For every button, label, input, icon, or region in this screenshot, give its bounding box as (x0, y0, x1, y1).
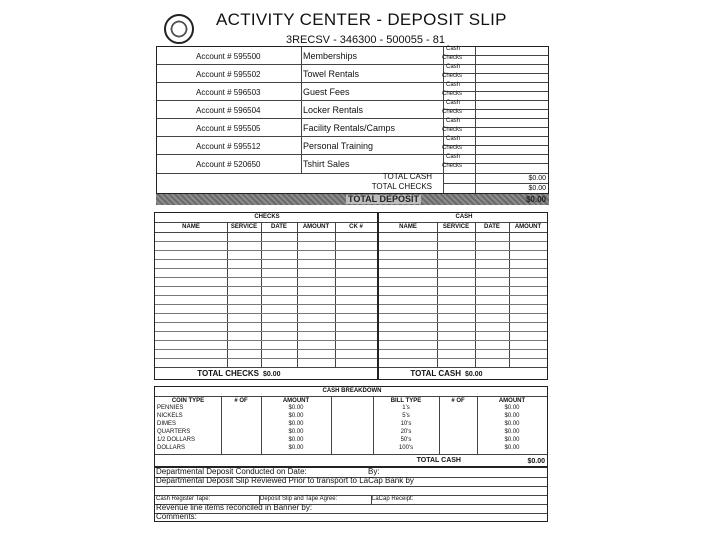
coin-amount-header: AMOUNT (282, 398, 310, 404)
table-row (379, 349, 547, 350)
bill-amount: $0.00 (504, 421, 520, 427)
table-row (155, 313, 377, 314)
cash-detail-table (378, 212, 548, 380)
checks-section-title: CHECKS (254, 214, 280, 220)
revenue-reconciled-label: Revenue line items reconciled in Banner by: (156, 503, 313, 512)
table-row (379, 295, 547, 296)
breakdown-total-label: TOTAL CASH (416, 457, 461, 464)
table-row (155, 340, 377, 341)
checks-label: Checks (442, 163, 463, 169)
university-seal-icon (164, 14, 194, 44)
cash-col-date: DATE (484, 224, 500, 230)
coin-amount: $0.00 (288, 413, 304, 419)
table-row (379, 340, 547, 341)
cash-label: Cash (446, 100, 461, 106)
bill-type: 5's (402, 413, 410, 419)
bill-type: 1's (402, 405, 410, 411)
table-row (379, 250, 547, 251)
account-number: Account # 520650 (196, 160, 261, 169)
bill-amount: $0.00 (504, 413, 520, 419)
table-row (379, 241, 547, 242)
account-name: Guest Fees (303, 87, 350, 97)
bill-amount-header: AMOUNT (498, 398, 526, 404)
cash-total-value: $0.00 (465, 371, 483, 378)
checks-label: Checks (442, 145, 463, 151)
account-number: Account # 595502 (196, 70, 261, 79)
table-row (379, 358, 547, 359)
cash-section-title: CASH (455, 214, 473, 220)
review-label: Departmental Deposit Slip Reviewed Prior to transport to LaCap Bank by (156, 476, 414, 485)
total-cash-value: $0.00 (528, 175, 546, 182)
checks-col-date: DATE (271, 224, 287, 230)
deposit-date-label: Departmental Deposit Conducted on Date: (156, 467, 307, 476)
coin-type-header: COIN TYPE (171, 398, 205, 404)
deposit-slip-page (150, 8, 550, 536)
table-row (155, 268, 377, 269)
coin-amount: $0.00 (288, 445, 304, 451)
checks-col-amount: AMOUNT (302, 224, 330, 230)
checks-col-service: SERVICE (230, 224, 258, 230)
coin-type: QUARTERS (157, 429, 191, 435)
coin-type: 1/2 DOLLARS (157, 437, 196, 443)
table-row (155, 358, 377, 359)
checks-label: Checks (442, 109, 463, 115)
bill-type: 20's (400, 429, 412, 435)
table-row (155, 304, 377, 305)
cash-col-amount: AMOUNT (514, 224, 542, 230)
bill-type: 10's (400, 421, 412, 427)
coin-count-header: # OF (234, 398, 248, 404)
coin-type: DIMES (157, 421, 177, 427)
coin-type: NICKELS (157, 413, 183, 419)
coin-amount: $0.00 (288, 421, 304, 427)
cash-label: Cash (446, 118, 461, 124)
total-deposit-label: TOTAL DEPOSIT (348, 194, 420, 204)
table-row (155, 331, 377, 332)
cash-label: Cash (446, 154, 461, 160)
cash-total-label: TOTAL CASH (410, 369, 461, 378)
comments-label: Comments: (156, 512, 197, 521)
bill-amount: $0.00 (504, 437, 520, 443)
checks-detail-table (154, 212, 378, 380)
cash-label: Cash (446, 136, 461, 142)
account-number: Account # 595505 (196, 124, 261, 133)
table-row (379, 259, 547, 260)
coin-amount: $0.00 (288, 405, 304, 411)
table-row (379, 313, 547, 314)
bill-type-header: BILL TYPE (390, 398, 422, 404)
account-number: Account # 595500 (196, 52, 261, 61)
total-cash-label: TOTAL CASH (382, 172, 432, 181)
account-number: Account # 596503 (196, 88, 261, 97)
cash-col-service: SERVICE (442, 224, 470, 230)
account-name: Tshirt Sales (303, 159, 350, 169)
account-code: 3RECSV - 346300 - 500055 - 81 (286, 34, 445, 46)
deposit-by-label: By: (368, 467, 380, 476)
total-checks-value: $0.00 (528, 185, 546, 192)
checks-label: Checks (442, 55, 463, 61)
bill-type: 100's (398, 445, 414, 451)
account-name: Personal Training (303, 141, 374, 151)
checks-label: Checks (442, 73, 463, 79)
table-row (155, 322, 377, 323)
coin-type: PENNIES (157, 405, 184, 411)
checks-total-value: $0.00 (263, 371, 281, 378)
cash-register-tape-label: Cash Register Tape: (156, 496, 211, 502)
table-row (155, 349, 377, 350)
lacap-receipt-label: LaCap Receipt: (372, 496, 414, 502)
checks-label: Checks (442, 91, 463, 97)
bill-amount: $0.00 (504, 445, 520, 451)
account-name: Towel Rentals (303, 69, 360, 79)
checks-label: Checks (442, 127, 463, 133)
bill-amount: $0.00 (504, 405, 520, 411)
cash-breakdown-table (154, 386, 548, 468)
coin-type: DOLLARS (157, 445, 186, 451)
cash-label: Cash (446, 64, 461, 70)
table-row (379, 286, 547, 287)
coin-amount: $0.00 (288, 429, 304, 435)
table-row (379, 277, 547, 278)
table-row (155, 295, 377, 296)
table-row (379, 322, 547, 323)
table-row (155, 286, 377, 287)
breakdown-total-value: $0.00 (527, 458, 545, 465)
account-name: Locker Rentals (303, 105, 364, 115)
table-row (155, 250, 377, 251)
table-row (379, 304, 547, 305)
total-deposit-value: $0.00 (525, 195, 546, 204)
bill-count-header: # OF (451, 398, 465, 404)
table-row (379, 331, 547, 332)
checks-total-label: TOTAL CHECKS (197, 369, 259, 378)
bill-type: 50's (400, 437, 412, 443)
coin-amount: $0.00 (288, 437, 304, 443)
account-name: Memberships (303, 51, 358, 61)
account-name: Facility Rentals/Camps (303, 123, 396, 133)
table-row (155, 277, 377, 278)
deposit-slip-agree-label: Deposit Slip and Tape Agree: (260, 496, 338, 502)
table-row (155, 259, 377, 260)
checks-col-name: NAME (182, 224, 200, 230)
cash-label: Cash (446, 82, 461, 88)
cash-label: Cash (446, 46, 461, 52)
account-number: Account # 595512 (196, 142, 261, 151)
checks-col-ck-number: CK # (349, 224, 363, 230)
breakdown-title: CASH BREAKDOWN (322, 388, 382, 394)
account-number: Account # 596504 (196, 106, 261, 115)
page-title: ACTIVITY CENTER - DEPOSIT SLIP (216, 10, 507, 29)
cash-col-name: NAME (399, 224, 417, 230)
table-row (155, 241, 377, 242)
table-row (379, 268, 547, 269)
bill-amount: $0.00 (504, 429, 520, 435)
total-checks-label: TOTAL CHECKS (371, 182, 432, 191)
